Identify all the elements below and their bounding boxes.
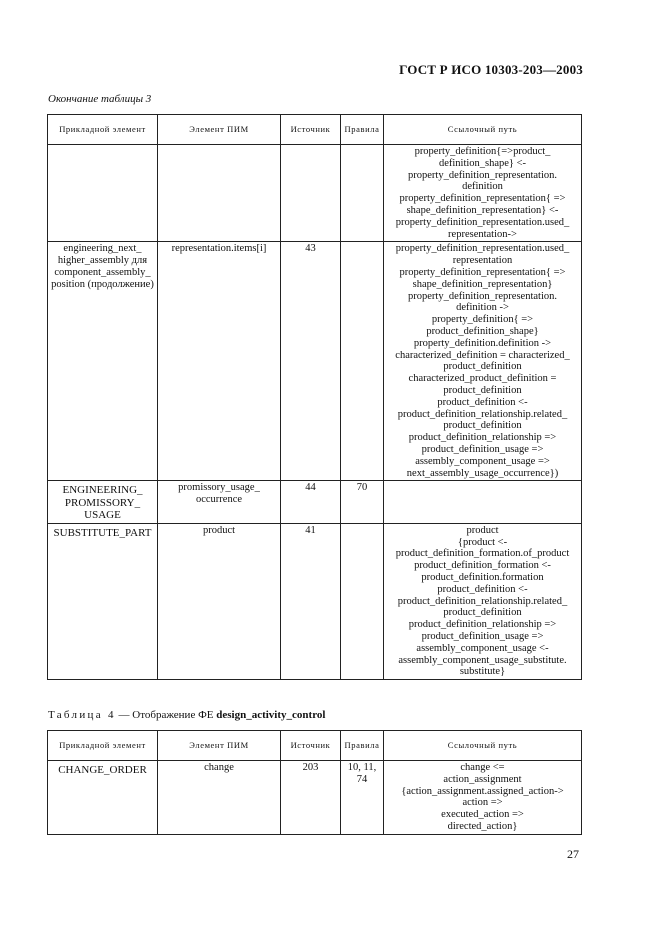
- path-line: property_definition_representation.: [408, 290, 557, 302]
- col-header-app: Прикладной элемент: [48, 731, 158, 761]
- path-line: representation: [452, 255, 513, 267]
- path-line: definition: [462, 181, 503, 193]
- page-number: 27: [567, 847, 579, 861]
- cell-reference-path: [384, 145, 582, 242]
- path-line: product_definition_shape}: [426, 325, 539, 337]
- path-line: {product <-: [457, 536, 508, 548]
- path-line: product: [466, 524, 499, 536]
- cell-pim-element: change: [158, 761, 281, 835]
- cell-pim-element: product: [158, 523, 281, 679]
- path-line: product_definition_relationship =>: [408, 432, 557, 444]
- cell-rules: [341, 523, 384, 679]
- path-line: directed_action}: [447, 820, 518, 832]
- path-line: product_definition_usage =>: [421, 443, 544, 455]
- path-line: product_definition_formation.of_product: [395, 548, 570, 560]
- cell-app-element: CHANGE_ORDER: [48, 761, 158, 835]
- path-line: product_definition_relationship.related_: [397, 595, 568, 607]
- path-line: property_definition_representation{ =>: [399, 266, 566, 278]
- path-line: action_assignment: [443, 773, 522, 785]
- path-line: property_definition_representation.used_: [395, 243, 570, 255]
- path-line: substitute}: [459, 666, 506, 678]
- path-line: property_definition_representation{ =>: [399, 193, 566, 205]
- path-line: property_definition.definition ->: [413, 337, 552, 349]
- path-line: product_definition <-: [437, 583, 528, 595]
- path-line: shape_definition_representation} <-: [406, 204, 559, 216]
- col-header-rules: Правила: [341, 115, 384, 145]
- col-header-source: Источник: [281, 731, 341, 761]
- path-line: property_definition_representation.used_: [395, 216, 570, 228]
- path-line: representation->: [448, 228, 517, 240]
- table4-caption-entity: design_activity_control: [216, 709, 326, 721]
- path-line: characterized_product_definition =: [408, 373, 557, 385]
- col-header-pim: Элемент ПИМ: [158, 731, 281, 761]
- path-line: change <=: [460, 762, 505, 773]
- path-line: property_definition_representation.: [408, 169, 557, 181]
- table3-body: [48, 145, 582, 680]
- table-4: [47, 730, 582, 835]
- cell-source: 43: [281, 242, 341, 481]
- path-line: property_definition{ =>: [431, 314, 534, 326]
- path-line: product_definition_formation <-: [414, 560, 551, 572]
- table4-body: [48, 761, 582, 835]
- table-row: [48, 761, 582, 835]
- cell-app-element: ENGINEERING_ PROMISSORY_ USAGE: [48, 481, 158, 524]
- cell-pim-element: promissory_usage_ occurrence: [158, 481, 281, 524]
- path-line: product_definition.formation: [421, 572, 544, 583]
- cell-reference-path: [384, 481, 582, 524]
- col-header-path: Ссылочный путь: [384, 731, 582, 761]
- cell-app-element: [48, 145, 158, 242]
- cell-pim-element: [158, 145, 281, 242]
- path-line: definition ->: [456, 302, 509, 314]
- cell-reference-path: [384, 242, 582, 481]
- path-line: product_definition_usage =>: [421, 630, 544, 642]
- path-line: product_definition: [443, 361, 522, 373]
- col-header-pim: Элемент ПИМ: [158, 115, 281, 145]
- path-line: definition_shape} <-: [438, 157, 527, 169]
- table4-caption-sep: — Отображение ФЕ: [115, 709, 217, 721]
- table-row: [48, 242, 582, 481]
- path-line: assembly_component_usage_substitute.: [398, 654, 567, 666]
- cell-source: 44: [281, 481, 341, 524]
- path-line: property_definition{=>product_: [414, 146, 551, 157]
- table4-header-row: [48, 731, 582, 761]
- col-header-path: Ссылочный путь: [384, 115, 582, 145]
- cell-app-element: engineering_next_ higher_assembly для component_assembly_ position (продолжение): [48, 242, 158, 481]
- cell-rules: 10, 11, 74: [341, 761, 384, 835]
- col-header-app: Прикладной элемент: [48, 115, 158, 145]
- cell-source: [281, 145, 341, 242]
- path-line: shape_definition_representation}: [412, 278, 553, 290]
- table4-caption-prefix: Таблица 4: [48, 709, 116, 721]
- table4-caption: [48, 709, 325, 721]
- table-row: [48, 145, 582, 242]
- cell-reference-path: [384, 523, 582, 679]
- path-line: product_definition: [443, 384, 522, 396]
- cell-rules: [341, 242, 384, 481]
- path-line: product_definition <-: [437, 396, 528, 408]
- cell-rules: [341, 145, 384, 242]
- table-3: [47, 114, 582, 680]
- cell-source: 41: [281, 523, 341, 679]
- path-line: assembly_component_usage =>: [415, 455, 550, 467]
- document-header: ГОСТ Р ИСО 10303-203—2003: [399, 62, 583, 77]
- path-line: {action_assignment.assigned_action->: [401, 785, 564, 797]
- table-row: [48, 481, 582, 524]
- table-row: [48, 523, 582, 679]
- path-line: product_definition: [443, 607, 522, 619]
- path-line: characterized_definition = characterized_: [395, 349, 570, 361]
- cell-pim-element: representation.items[i]: [158, 242, 281, 481]
- path-line: executed_action =>: [441, 809, 524, 821]
- path-line: action =>: [462, 797, 503, 809]
- path-line: assembly_component_usage <-: [416, 642, 549, 654]
- path-line: product_definition_relationship.related_: [397, 408, 568, 420]
- col-header-source: Источник: [281, 115, 341, 145]
- cell-source: 203: [281, 761, 341, 835]
- path-line: next_assembly_usage_occurrence}): [406, 467, 559, 479]
- path-line: product_definition_relationship =>: [408, 619, 557, 631]
- cell-rules: 70: [341, 481, 384, 524]
- col-header-rules: Правила: [341, 731, 384, 761]
- cell-app-element: SUBSTITUTE_PART: [48, 523, 158, 679]
- cell-reference-path: [384, 761, 582, 835]
- table3-header-row: [48, 115, 582, 145]
- path-line: product_definition: [443, 420, 522, 432]
- table3-caption: Окончание таблицы 3: [48, 93, 152, 105]
